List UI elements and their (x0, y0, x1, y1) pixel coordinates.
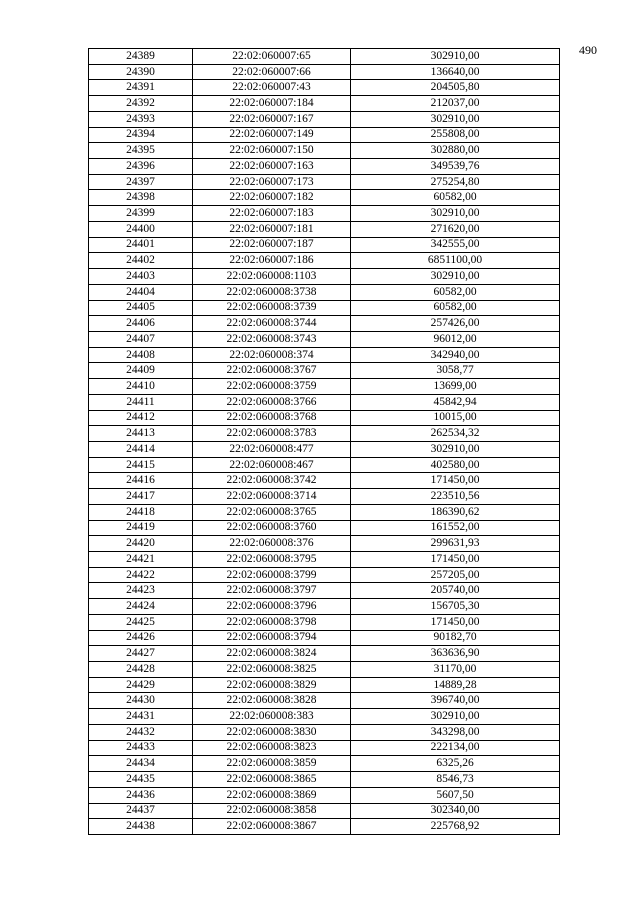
row-number-cell: 24432 (89, 724, 193, 740)
cadastral-number-cell: 22:02:060008:376 (193, 536, 351, 552)
value-cell: 10015,00 (351, 410, 560, 426)
row-number-cell: 24429 (89, 677, 193, 693)
row-number-cell: 24397 (89, 174, 193, 190)
table-row (89, 756, 560, 772)
cadastral-number-cell: 22:02:060007:150 (193, 143, 351, 159)
row-number-cell: 24424 (89, 599, 193, 615)
value-cell: 156705,30 (351, 599, 560, 615)
value-cell: 161552,00 (351, 520, 560, 536)
cadastral-number-cell: 22:02:060008:3766 (193, 394, 351, 410)
row-number-cell: 24399 (89, 206, 193, 222)
cadastral-number-cell: 22:02:060007:181 (193, 221, 351, 237)
cadastral-number-cell: 22:02:060007:43 (193, 80, 351, 96)
row-number-cell: 24394 (89, 127, 193, 143)
table-row (89, 457, 560, 473)
row-number-cell: 24413 (89, 426, 193, 442)
value-cell: 205740,00 (351, 583, 560, 599)
row-number-cell: 24390 (89, 64, 193, 80)
table-row (89, 221, 560, 237)
cadastral-number-cell: 22:02:060007:184 (193, 96, 351, 112)
row-number-cell: 24436 (89, 787, 193, 803)
value-cell: 262534,32 (351, 426, 560, 442)
row-number-cell: 24433 (89, 740, 193, 756)
row-number-cell: 24391 (89, 80, 193, 96)
cadastral-number-cell: 22:02:060008:3858 (193, 803, 351, 819)
row-number-cell: 24427 (89, 646, 193, 662)
table-row (89, 300, 560, 316)
cadastral-number-cell: 22:02:060008:3823 (193, 740, 351, 756)
value-cell: 396740,00 (351, 693, 560, 709)
cadastral-number-cell: 22:02:060008:383 (193, 709, 351, 725)
value-cell: 302910,00 (351, 269, 560, 285)
value-cell: 349539,76 (351, 159, 560, 175)
value-cell: 3058,77 (351, 363, 560, 379)
table-row (89, 316, 560, 332)
value-cell: 204505,80 (351, 80, 560, 96)
row-number-cell: 24415 (89, 457, 193, 473)
table-row (89, 64, 560, 80)
value-cell: 302880,00 (351, 143, 560, 159)
row-number-cell: 24389 (89, 49, 193, 65)
row-number-cell: 24419 (89, 520, 193, 536)
page-number: 490 (579, 43, 597, 57)
value-cell: 271620,00 (351, 221, 560, 237)
value-cell: 186390,62 (351, 504, 560, 520)
table-row (89, 143, 560, 159)
row-number-cell: 24414 (89, 441, 193, 457)
cadastral-number-cell: 22:02:060008:3768 (193, 410, 351, 426)
value-cell: 342940,00 (351, 347, 560, 363)
value-cell: 13699,00 (351, 379, 560, 395)
value-cell: 8546,73 (351, 772, 560, 788)
cadastral-number-cell: 22:02:060008:3738 (193, 284, 351, 300)
row-number-cell: 24407 (89, 331, 193, 347)
table-row (89, 159, 560, 175)
table-row (89, 473, 560, 489)
row-number-cell: 24401 (89, 237, 193, 253)
value-cell: 31170,00 (351, 662, 560, 678)
cadastral-number-cell: 22:02:060007:149 (193, 127, 351, 143)
cadastral-number-cell: 22:02:060008:477 (193, 441, 351, 457)
cadastral-number-cell: 22:02:060007:66 (193, 64, 351, 80)
cadastral-number-cell: 22:02:060007:167 (193, 111, 351, 127)
table-row (89, 740, 560, 756)
row-number-cell: 24426 (89, 630, 193, 646)
table-row (89, 709, 560, 725)
cadastral-number-cell: 22:02:060007:183 (193, 206, 351, 222)
value-cell: 257205,00 (351, 567, 560, 583)
table-row (89, 583, 560, 599)
table-row (89, 127, 560, 143)
table-row (89, 206, 560, 222)
table-row (89, 410, 560, 426)
table-row (89, 646, 560, 662)
row-number-cell: 24416 (89, 473, 193, 489)
table-row (89, 80, 560, 96)
cadastral-number-cell: 22:02:060008:3797 (193, 583, 351, 599)
value-cell: 302910,00 (351, 111, 560, 127)
table-row (89, 599, 560, 615)
value-cell: 299631,93 (351, 536, 560, 552)
table-row (89, 190, 560, 206)
cadastral-number-cell: 22:02:060008:3742 (193, 473, 351, 489)
row-number-cell: 24421 (89, 552, 193, 568)
row-number-cell: 24393 (89, 111, 193, 127)
table-row (89, 253, 560, 269)
row-number-cell: 24396 (89, 159, 193, 175)
table-row (89, 441, 560, 457)
row-number-cell: 24425 (89, 614, 193, 630)
table-row (89, 284, 560, 300)
value-cell: 6851100,00 (351, 253, 560, 269)
value-cell: 257426,00 (351, 316, 560, 332)
cadastral-number-cell: 22:02:060008:3760 (193, 520, 351, 536)
cadastral-number-cell: 22:02:060008:3824 (193, 646, 351, 662)
table-row (89, 111, 560, 127)
row-number-cell: 24438 (89, 819, 193, 835)
table-row (89, 237, 560, 253)
table-row (89, 787, 560, 803)
cadastral-number-cell: 22:02:060008:3714 (193, 489, 351, 505)
table-row (89, 630, 560, 646)
row-number-cell: 24418 (89, 504, 193, 520)
cadastral-number-cell: 22:02:060008:3825 (193, 662, 351, 678)
value-cell: 302910,00 (351, 49, 560, 65)
value-cell: 275254,80 (351, 174, 560, 190)
cadastral-number-cell: 22:02:060008:3794 (193, 630, 351, 646)
value-cell: 302910,00 (351, 206, 560, 222)
cadastral-number-cell: 22:02:060008:3765 (193, 504, 351, 520)
row-number-cell: 24402 (89, 253, 193, 269)
table-row (89, 96, 560, 112)
value-cell: 5607,50 (351, 787, 560, 803)
registry-table-body (89, 49, 560, 835)
row-number-cell: 24434 (89, 756, 193, 772)
table-row (89, 347, 560, 363)
cadastral-number-cell: 22:02:060007:65 (193, 49, 351, 65)
cadastral-number-cell: 22:02:060008:3829 (193, 677, 351, 693)
row-number-cell: 24422 (89, 567, 193, 583)
cadastral-number-cell: 22:02:060008:3799 (193, 567, 351, 583)
cadastral-number-cell: 22:02:060008:3828 (193, 693, 351, 709)
table-row (89, 489, 560, 505)
value-cell: 363636,90 (351, 646, 560, 662)
value-cell: 90182,70 (351, 630, 560, 646)
value-cell: 171450,00 (351, 473, 560, 489)
table-row (89, 567, 560, 583)
cadastral-number-cell: 22:02:060008:3865 (193, 772, 351, 788)
value-cell: 302910,00 (351, 441, 560, 457)
row-number-cell: 24410 (89, 379, 193, 395)
cadastral-number-cell: 22:02:060008:3869 (193, 787, 351, 803)
row-number-cell: 24428 (89, 662, 193, 678)
value-cell: 14889,28 (351, 677, 560, 693)
value-cell: 343298,00 (351, 724, 560, 740)
cadastral-number-cell: 22:02:060008:3739 (193, 300, 351, 316)
table-row (89, 552, 560, 568)
value-cell: 45842,94 (351, 394, 560, 410)
cadastral-number-cell: 22:02:060008:3744 (193, 316, 351, 332)
row-number-cell: 24409 (89, 363, 193, 379)
value-cell: 212037,00 (351, 96, 560, 112)
value-cell: 6325,26 (351, 756, 560, 772)
value-cell: 171450,00 (351, 552, 560, 568)
table-row (89, 819, 560, 835)
table-row (89, 677, 560, 693)
value-cell: 96012,00 (351, 331, 560, 347)
row-number-cell: 24430 (89, 693, 193, 709)
table-row (89, 772, 560, 788)
table-row (89, 379, 560, 395)
cadastral-number-cell: 22:02:060008:3798 (193, 614, 351, 630)
cadastral-number-cell: 22:02:060008:3796 (193, 599, 351, 615)
row-number-cell: 24403 (89, 269, 193, 285)
row-number-cell: 24408 (89, 347, 193, 363)
cadastral-number-cell: 22:02:060008:1103 (193, 269, 351, 285)
cadastral-number-cell: 22:02:060007:187 (193, 237, 351, 253)
value-cell: 225768,92 (351, 819, 560, 835)
value-cell: 60582,00 (351, 190, 560, 206)
cadastral-number-cell: 22:02:060008:3830 (193, 724, 351, 740)
row-number-cell: 24400 (89, 221, 193, 237)
table-row (89, 803, 560, 819)
cadastral-number-cell: 22:02:060008:3743 (193, 331, 351, 347)
row-number-cell: 24431 (89, 709, 193, 725)
cadastral-number-cell: 22:02:060008:3767 (193, 363, 351, 379)
row-number-cell: 24392 (89, 96, 193, 112)
cadastral-number-cell: 22:02:060007:182 (193, 190, 351, 206)
value-cell: 255808,00 (351, 127, 560, 143)
table-row (89, 520, 560, 536)
cadastral-number-cell: 22:02:060008:3759 (193, 379, 351, 395)
table-row (89, 269, 560, 285)
row-number-cell: 24404 (89, 284, 193, 300)
table-row (89, 394, 560, 410)
value-cell: 60582,00 (351, 300, 560, 316)
value-cell: 342555,00 (351, 237, 560, 253)
value-cell: 222134,00 (351, 740, 560, 756)
cadastral-number-cell: 22:02:060008:3783 (193, 426, 351, 442)
cadastral-number-cell: 22:02:060007:186 (193, 253, 351, 269)
value-cell: 60582,00 (351, 284, 560, 300)
value-cell: 302910,00 (351, 709, 560, 725)
row-number-cell: 24405 (89, 300, 193, 316)
row-number-cell: 24423 (89, 583, 193, 599)
table-row (89, 363, 560, 379)
value-cell: 223510,56 (351, 489, 560, 505)
table-row (89, 426, 560, 442)
table-row (89, 504, 560, 520)
row-number-cell: 24412 (89, 410, 193, 426)
value-cell: 136640,00 (351, 64, 560, 80)
row-number-cell: 24411 (89, 394, 193, 410)
table-row (89, 174, 560, 190)
row-number-cell: 24398 (89, 190, 193, 206)
cadastral-number-cell: 22:02:060008:3859 (193, 756, 351, 772)
registry-table (88, 48, 560, 835)
row-number-cell: 24437 (89, 803, 193, 819)
cadastral-number-cell: 22:02:060008:467 (193, 457, 351, 473)
value-cell: 171450,00 (351, 614, 560, 630)
cadastral-number-cell: 22:02:060007:173 (193, 174, 351, 190)
table-row (89, 614, 560, 630)
cadastral-number-cell: 22:02:060008:3795 (193, 552, 351, 568)
table-row (89, 536, 560, 552)
row-number-cell: 24406 (89, 316, 193, 332)
cadastral-number-cell: 22:02:060008:3867 (193, 819, 351, 835)
table-row (89, 693, 560, 709)
row-number-cell: 24417 (89, 489, 193, 505)
cadastral-number-cell: 22:02:060008:374 (193, 347, 351, 363)
table-row (89, 331, 560, 347)
row-number-cell: 24395 (89, 143, 193, 159)
value-cell: 402580,00 (351, 457, 560, 473)
cadastral-number-cell: 22:02:060007:163 (193, 159, 351, 175)
row-number-cell: 24435 (89, 772, 193, 788)
table-row (89, 49, 560, 65)
table-row (89, 662, 560, 678)
table-row (89, 724, 560, 740)
row-number-cell: 24420 (89, 536, 193, 552)
value-cell: 302340,00 (351, 803, 560, 819)
